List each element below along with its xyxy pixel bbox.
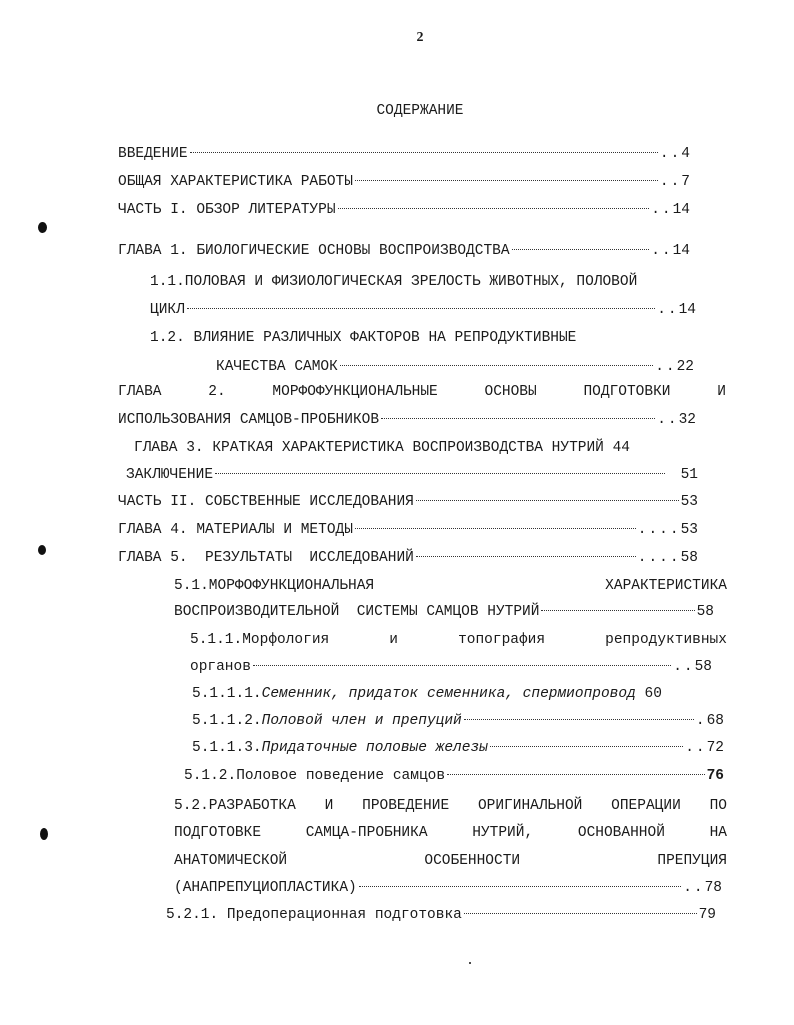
dot-leader — [355, 180, 658, 181]
toc-entry-5-2-line2[interactable] — [174, 823, 727, 843]
toc-entry-chapter-2-line1[interactable] — [118, 382, 726, 402]
entry-number: 5.1.1.1. — [192, 686, 262, 702]
entry-text: ВОСПРОИЗВОДИТЕЛЬНОЙ СИСТЕМЫ САМЦОВ НУТРИЙ — [174, 604, 540, 620]
entry-text: ОБЩАЯ ХАРАКТЕРИСТИКА РАБОТЫ — [118, 174, 353, 190]
toc-entry-intro[interactable] — [118, 144, 690, 164]
entry-text: ГЛАВА 5. РЕЗУЛЬТАТЫ ИССЛЕДОВАНИЙ — [118, 550, 414, 566]
entry-page: 78 — [704, 880, 722, 896]
word: АНАТОМИЧЕСКОЙ — [174, 853, 288, 869]
leader-dots: .... — [637, 522, 681, 538]
entry-text: (АНАПРЕПУЦИОПЛАСТИКА) — [174, 880, 357, 896]
entry-page: 58 — [680, 550, 698, 566]
dot-leader — [381, 418, 655, 419]
toc-title: СОДЕРЖАНИЕ — [376, 103, 464, 119]
entry-page: 53 — [680, 522, 698, 538]
toc-entry-5-1[interactable] — [174, 602, 714, 622]
leader-dots: .. — [659, 174, 682, 190]
dot-leader — [190, 152, 658, 153]
scan-speck — [469, 962, 471, 964]
word: репродуктивных — [605, 632, 727, 648]
scan-blot — [38, 545, 46, 555]
toc-entry-chapter-3[interactable]: ГЛАВА 3. КРАТКАЯ ХАРАКТЕРИСТИКА ВОСПРОИЗВОДСТВА НУТРИЙ 44 — [134, 440, 630, 456]
toc-entry-5-1-2[interactable] — [184, 766, 724, 786]
entry-number: 5.1.1.2. — [192, 713, 262, 729]
dot-leader — [215, 473, 665, 474]
word: И — [324, 798, 334, 814]
dot-leader — [416, 500, 679, 501]
leader-dots: .... — [637, 550, 681, 566]
toc-entry-5-1-1-2[interactable] — [192, 711, 724, 731]
leader-dots: .. — [651, 243, 673, 259]
entry-text: Половой член и препуций — [261, 713, 462, 729]
leader-dots: .. — [685, 740, 707, 756]
leader-dots: .. — [657, 302, 679, 318]
leader-dots: .. — [683, 880, 705, 896]
word: НУТРИЙ, — [472, 825, 534, 841]
leader-dots: .. — [657, 412, 679, 428]
toc-entry-chapter-1[interactable] — [118, 241, 690, 261]
word: ОСНОВАННОЙ — [577, 825, 665, 841]
entry-page: 7 — [681, 174, 690, 190]
entry-page: 79 — [698, 907, 716, 923]
dot-leader — [253, 665, 671, 666]
entry-page: 51 — [680, 467, 698, 483]
toc-entry-chapter-2[interactable] — [118, 410, 696, 430]
dot-leader — [355, 528, 636, 529]
toc-entry-5-2[interactable] — [174, 878, 722, 898]
toc-entry-1-2-line1[interactable]: 1.2. ВЛИЯНИЕ РАЗЛИЧНЫХ ФАКТОРОВ НА РЕПРОДУКТИВНЫЕ — [150, 330, 577, 346]
leader-dots: .. — [659, 146, 682, 162]
page-number: 2 — [416, 30, 424, 45]
dot-leader — [464, 913, 697, 914]
entry-page: 58 — [694, 659, 712, 675]
word: МОРФОФУНКЦИОНАЛЬНЫЕ — [272, 384, 438, 400]
dot-leader — [340, 365, 653, 366]
dot-leader — [512, 249, 650, 250]
word: ПОДГОТОВКЕ — [174, 825, 262, 841]
dot-leader — [359, 886, 681, 887]
scan-blot — [38, 222, 47, 233]
toc-entry-5-2-line3[interactable] — [174, 851, 727, 871]
entry-text: Семенник, придаток семенника, спермиопровод — [261, 686, 636, 702]
entry-text: Придаточные половые железы — [261, 740, 488, 756]
dot-leader — [338, 208, 650, 209]
entry-page: 4 — [681, 146, 690, 162]
word: И — [717, 384, 726, 400]
word: ПРЕПУЦИЯ — [657, 853, 727, 869]
entry-text: органов — [190, 659, 251, 675]
word: 5.2.РАЗРАБОТКА — [174, 798, 296, 814]
toc-entry-5-1-1[interactable] — [190, 657, 712, 677]
entry-page: 58 — [696, 604, 714, 620]
entry-text: 5.1.2.Половое поведение самцов — [184, 768, 446, 784]
dot-leader — [541, 610, 694, 611]
toc-entry-5-1-1-3[interactable] — [192, 738, 724, 758]
entry-text: ЗАКЛЮЧЕНИЕ — [126, 467, 214, 483]
toc-entry-part2[interactable] — [118, 492, 698, 512]
leader-dots: . — [695, 713, 707, 729]
leader-dots: .. — [651, 202, 673, 218]
toc-entry-chapter-5[interactable] — [118, 548, 698, 568]
entry-text: ЧАСТЬ II. СОБСТВЕННЫЕ ИССЛЕДОВАНИЯ — [118, 494, 414, 510]
entry-text: ЧАСТЬ I. ОБЗОР ЛИТЕРАТУРЫ — [118, 202, 336, 218]
scan-blot — [40, 828, 48, 840]
word: 2. — [208, 384, 226, 400]
entry-page: 76 — [706, 768, 724, 784]
entry-page: 32 — [678, 412, 696, 428]
word: топография — [458, 632, 546, 648]
toc-entry-part1[interactable] — [118, 200, 690, 220]
entry-page: 53 — [680, 494, 698, 510]
entry-page: 14 — [672, 202, 690, 218]
dot-leader — [464, 719, 694, 720]
entry-page: 60 — [644, 686, 662, 702]
word: ОСОБЕННОСТИ — [424, 853, 521, 869]
word: 5.1.МОРФОФУНКЦИОНАЛЬНАЯ — [174, 578, 375, 594]
toc-entry-conclusion[interactable] — [126, 465, 698, 485]
entry-page: 14 — [678, 302, 696, 318]
word: и — [389, 632, 398, 648]
word: ПО — [709, 798, 727, 814]
entry-text: 5.2.1. Предоперационная подготовка — [166, 907, 462, 923]
toc-entry-5-1-1-1[interactable] — [192, 684, 662, 704]
entry-page: 68 — [706, 713, 724, 729]
toc-entry-5-2-line1[interactable] — [174, 796, 727, 816]
entry-text: ВВЕДЕНИЕ — [118, 146, 188, 162]
toc-entry-5-1-1-line1[interactable] — [190, 630, 727, 650]
word: ХАРАКТЕРИСТИКА — [605, 578, 727, 594]
entry-page: 22 — [676, 359, 694, 375]
dot-leader — [416, 556, 636, 557]
dot-leader — [447, 774, 705, 775]
toc-entry-1-1[interactable] — [150, 300, 696, 320]
word: ОСНОВЫ — [484, 384, 537, 400]
word: ПРОВЕДЕНИЕ — [362, 798, 450, 814]
toc-entry-1-2[interactable] — [216, 357, 694, 377]
entry-text: ЦИКЛ — [150, 302, 185, 318]
toc-entry-5-1-line1[interactable] — [174, 576, 727, 596]
entry-text: ГЛАВА 1. БИОЛОГИЧЕСКИЕ ОСНОВЫ ВОСПРОИЗВОДСТВА — [118, 243, 510, 259]
entry-page: 14 — [672, 243, 690, 259]
word: ГЛАВА — [118, 384, 162, 400]
entry-number: 5.1.1.3. — [192, 740, 262, 756]
word: НА — [709, 825, 727, 841]
toc-entry-general[interactable] — [118, 172, 690, 192]
word: САМЦА-ПРОБНИКА — [305, 825, 428, 841]
entry-page: 72 — [706, 740, 724, 756]
dot-leader — [490, 746, 683, 747]
toc-entry-chapter-4[interactable] — [118, 520, 698, 540]
entry-text: ИСПОЛЬЗОВАНИЯ САМЦОВ-ПРОБНИКОВ — [118, 412, 380, 428]
leader-dots: .. — [655, 359, 677, 375]
toc-entry-5-2-1[interactable] — [166, 905, 716, 925]
word: 5.1.1.Морфология — [190, 632, 330, 648]
entry-text: ГЛАВА 4. МАТЕРИАЛЫ И МЕТОДЫ — [118, 522, 353, 538]
dot-leader — [187, 308, 655, 309]
word: ОПЕРАЦИИ — [611, 798, 681, 814]
toc-entry-1-1-line1[interactable]: 1.1.ПОЛОВАЯ И ФИЗИОЛОГИЧЕСКАЯ ЗРЕЛОСТЬ ЖИВОТНЫХ, ПОЛОВОЙ — [150, 274, 638, 290]
entry-text: КАЧЕСТВА САМОК — [216, 359, 338, 375]
word: ОРИГИНАЛЬНОЙ — [477, 798, 583, 814]
leader-dots: .. — [673, 659, 695, 675]
word: ПОДГОТОВКИ — [583, 384, 671, 400]
